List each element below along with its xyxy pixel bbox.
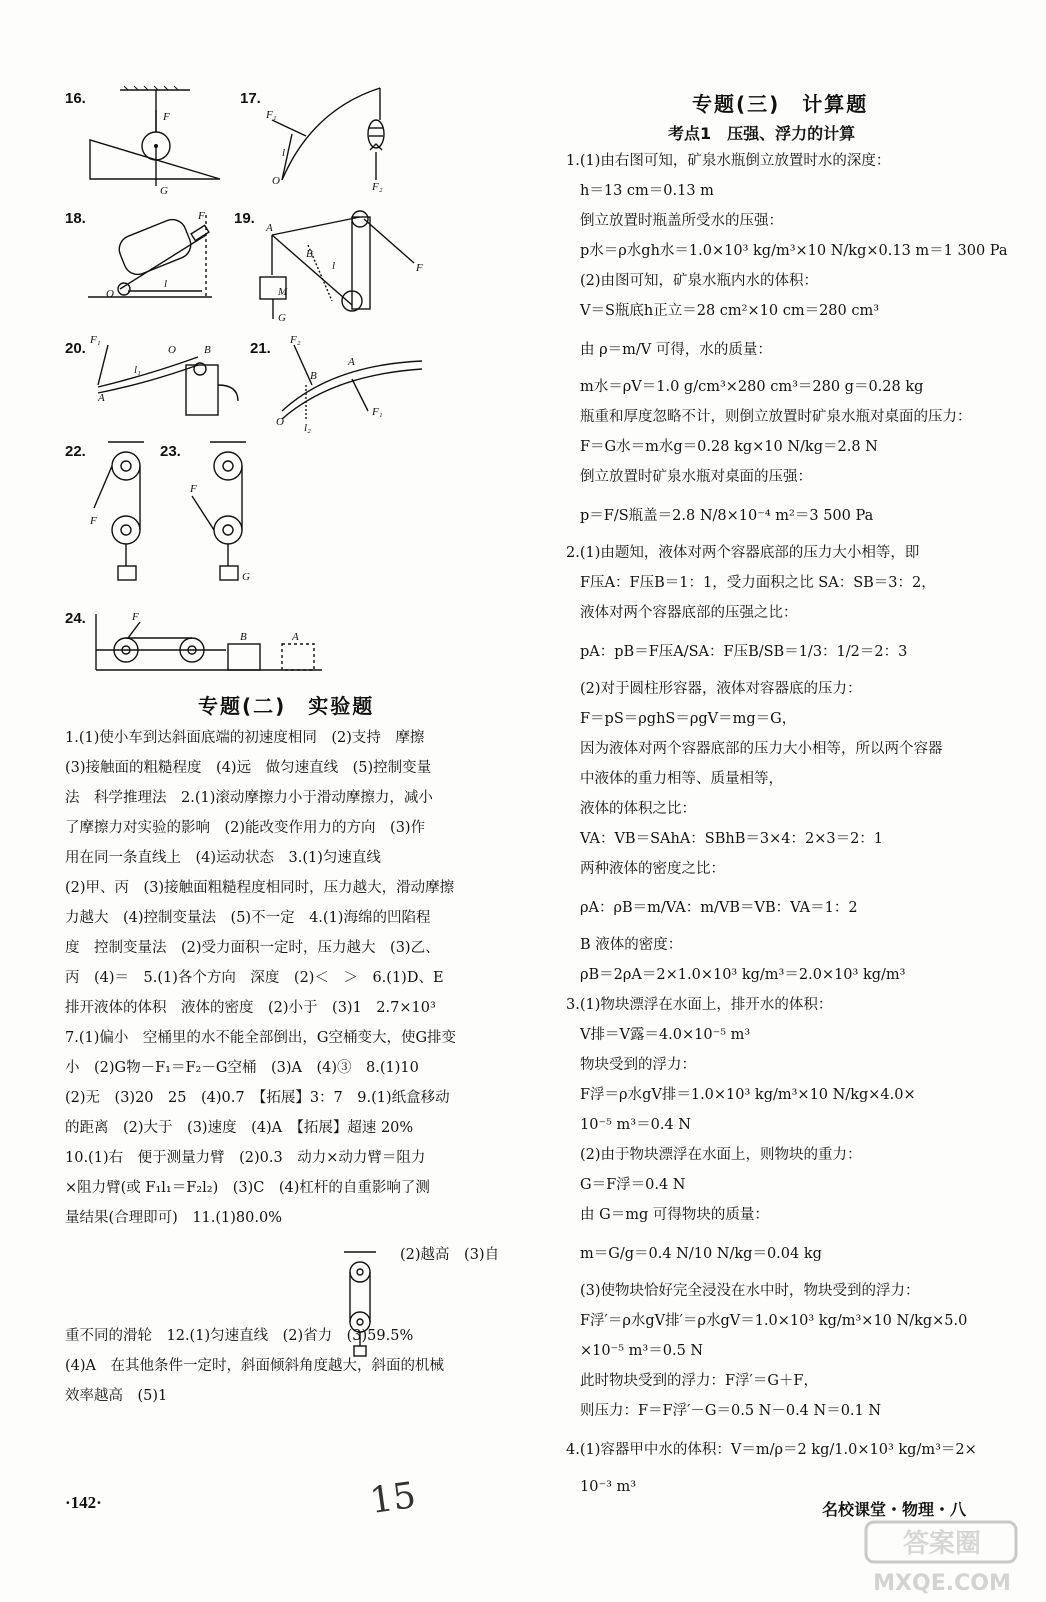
label-F: F	[90, 515, 97, 527]
label-A: A	[98, 392, 105, 404]
figure-17-fishing-rod	[262, 80, 412, 204]
s3-line: B 液体的密度：	[580, 937, 683, 953]
s3-line: (2)由于物块漂浮在水面上，则物块的重力：	[580, 1147, 862, 1163]
svg-text:答案圈: 答案圈	[902, 1529, 982, 1559]
section2-answers	[65, 723, 515, 1411]
s3-line: ×10⁻⁵ m³＝0.5 N	[580, 1343, 704, 1359]
s3-line: ρB＝2ρA＝2×1.0×10³ kg/m³＝2.0×10³ kg/m³	[580, 967, 906, 983]
s3-line: F＝G水＝m水g＝0.28 kg×10 N/kg＝2.8 N	[580, 439, 878, 455]
label-M: M	[278, 286, 288, 298]
s3-line: 2.(1)由题知，液体对两个容器底部的压力大小相等，即	[566, 545, 920, 561]
label-F: F	[198, 210, 205, 222]
s2-line: 力越大 (4)控制变量法 (5)不一定 4.(1)海绵的凹陷程	[65, 910, 431, 926]
s3-line: V＝S瓶底h正立＝28 cm²×10 cm＝280 cm³	[580, 303, 880, 319]
label-F1: F₁	[90, 334, 101, 346]
figure-16-incline-ball	[90, 86, 230, 200]
section3-subtitle: 考点1 压强、浮力的计算	[668, 124, 856, 143]
label-O: O	[106, 288, 114, 300]
label-G: G	[160, 185, 168, 197]
label-O: O	[168, 344, 176, 356]
s2-line: (2)无 (3)20 25 (4)0.7 【拓展】3：7 9.(1)纸盒移动	[65, 1090, 450, 1106]
figure-18-cart-lever	[88, 205, 218, 309]
s3-line: p＝F/S瓶盖＝2.8 N/8×10⁻⁴ m²＝3 500 Pa	[580, 508, 874, 524]
label-G: G	[242, 571, 250, 583]
figure-17-number: 17.	[240, 90, 261, 107]
figure-11-pulley	[340, 1248, 380, 1372]
section3-solutions	[566, 147, 1026, 1503]
figure-22-pulley	[88, 438, 158, 602]
s2-line: 法 科学推理法 2.(1)滚动摩擦力小于滑动摩擦力，减小	[65, 790, 433, 806]
s2-line: 量结果(合理即可) 11.(1)80.0%	[65, 1210, 282, 1226]
label-A: A	[266, 222, 273, 234]
s3-line: 3.(1)物块漂浮在水面上，排开水的体积：	[566, 997, 833, 1013]
s2-line: (3)接触面的粗糙程度 (4)远 做匀速直线 (5)控制变量	[65, 760, 432, 776]
label-l: l	[282, 147, 286, 159]
label-A: A	[292, 631, 299, 643]
s3-line: 由 G＝mg 可得物块的质量：	[580, 1207, 769, 1223]
label-l1: l₁	[134, 364, 141, 376]
s3-line: 1.(1)由右图可知，矿泉水瓶倒立放置时水的深度：	[566, 153, 891, 169]
s3-line: F压A：F压B＝1：1，受力面积之比 SA：SB＝3：2，	[580, 575, 936, 591]
s3-line: F浮′＝ρ水gV排′＝ρ水gV＝1.0×10³ kg/m³×10 N/kg×5.0	[580, 1313, 968, 1329]
s3-line: 两种液体的密度之比：	[580, 861, 725, 877]
s2-line: (2)甲、丙 (3)接触面粗糙程度相同时，压力越大，滑动摩擦	[65, 880, 455, 896]
s3-line: 倒立放置时瓶盖所受水的压强：	[580, 213, 783, 229]
s3-line: 10⁻³ m³	[580, 1479, 637, 1495]
s3-line: m水＝ρV＝1.0 g/cm³×280 cm³＝280 g＝0.28 kg	[580, 379, 924, 395]
s3-line: 此时物块受到的浮力：F浮′＝G＋F，	[580, 1373, 818, 1389]
s3-line: (2)对于圆柱形容器，液体对容器底的压力：	[580, 681, 862, 697]
section2-title: 专题(二) 实验题	[198, 694, 375, 718]
figure-21-lever	[272, 335, 432, 439]
s3-line: (2)由图可知，矿泉水瓶内水的体积：	[580, 273, 819, 289]
label-O: O	[272, 175, 280, 187]
label-F2: F₂	[372, 181, 383, 193]
s2-line: 重不同的滑轮 12.(1)匀速直线 (2)省力 (3)59.5%	[65, 1328, 414, 1344]
label-F1: F₁	[372, 406, 383, 418]
figure-23-number: 23.	[160, 443, 181, 460]
figure-20-number: 20.	[65, 340, 86, 357]
label-B: B	[240, 631, 247, 643]
label-l2: l₂	[304, 422, 311, 434]
s2-line: 效率越高 (5)1	[65, 1388, 168, 1404]
s2-line: 的距离 (2)大于 (3)速度 (4)A 【拓展】超速 20%	[65, 1120, 414, 1136]
s3-line: 因为液体对两个容器底部的压力大小相等，所以两个容器	[580, 741, 943, 757]
s2-line: (4)A 在其他条件一定时，斜面倾斜角度越大，斜面的机械	[65, 1358, 445, 1374]
label-F: F	[132, 611, 139, 623]
s3-line: F浮＝ρ水gV排＝1.0×10³ kg/m³×10 N/kg×4.0×	[580, 1087, 916, 1103]
section3-title: 专题(三) 计算题	[692, 92, 869, 116]
book-title-footer: 名校课堂・物理・八	[822, 1500, 967, 1519]
svg-text:MXQE.COM: MXQE.COM	[873, 1571, 1011, 1596]
label-l: l	[164, 278, 168, 290]
s3-line: h＝13 cm＝0.13 m	[580, 183, 714, 199]
figure-22-number: 22.	[65, 443, 86, 460]
s3-line: p水＝ρ水gh水＝1.0×10³ kg/m³×10 N/kg×0.13 m＝1 300 Pa	[580, 243, 1008, 259]
label-B: B	[204, 344, 211, 356]
handwritten-mark: 15	[367, 1475, 419, 1522]
s3-line: V排＝V露＝4.0×10⁻⁵ m³	[580, 1027, 751, 1043]
figure-19-number: 19.	[234, 210, 255, 227]
label-B: B	[310, 370, 317, 382]
s3-line: m＝G/g＝0.4 N/10 N/kg＝0.04 kg	[580, 1246, 822, 1262]
s3-line: 物块受到的浮力：	[580, 1057, 696, 1073]
label-F: F	[190, 483, 197, 495]
label-F: F	[416, 262, 423, 274]
s3-line: ρA：ρB＝m/VA：m/VB＝VB：VA＝1：2	[580, 900, 858, 916]
label-O: O	[276, 416, 284, 428]
s3-line: VA：VB＝SAhA：SBhB＝3×4：2×3＝2：1	[580, 831, 884, 847]
s2-line: 小 (2)G物－F₁＝F₂－G空桶 (3)A (4)③ 8.(1)10	[65, 1060, 419, 1076]
label-l: l	[332, 260, 336, 272]
watermark-logo	[860, 1518, 1040, 1602]
label-A: A	[348, 356, 355, 368]
s3-line: 中液体的重力相等、质量相等，	[580, 771, 783, 787]
s3-line: 液体对两个容器底部的压强之比：	[580, 605, 798, 621]
s3-line: 则压力：F＝F浮′－G＝0.5 N－0.4 N＝0.1 N	[580, 1403, 882, 1419]
s3-line: 4.(1)容器甲中水的体积：V＝m/ρ＝2 kg/1.0×10³ kg/m³＝2×	[566, 1442, 977, 1458]
s3-line: 液体的体积之比：	[580, 801, 696, 817]
label-F1: F₁	[266, 109, 277, 121]
figure-19-crane	[252, 205, 432, 329]
s2-line: 了摩擦力对实验的影响 (2)能改变作用力的方向 (3)作	[65, 820, 426, 836]
label-F2: F₂	[290, 334, 301, 346]
s2-line: 1.(1)使小车到达斜面底端的初速度相同 (2)支持 摩擦	[65, 730, 425, 746]
s3-line: 10⁻⁵ m³＝0.4 N	[580, 1117, 691, 1133]
s3-line: pA：pB＝F压A/SA：F压B/SB＝1/3：1/2＝2：3	[580, 644, 908, 660]
s2-line11-continuation: (2)越高 (3)自	[400, 1247, 500, 1263]
label-B: B	[306, 248, 313, 260]
label-F: F	[163, 111, 170, 123]
s2-line: 排开液体的体积 液体的密度 (2)小于 (3)1 2.7×10³	[65, 1000, 436, 1016]
figure-21-number: 21.	[250, 340, 271, 357]
s3-line: (3)使物块恰好完全浸没在水中时，物块受到的浮力：	[580, 1283, 920, 1299]
figure-20-water-pump	[88, 335, 248, 429]
s2-line: 10.(1)右 便于测量力臂 (2)0.3 动力×动力臂＝阻力	[65, 1150, 426, 1166]
figure-24-pulley-blocks	[92, 608, 332, 682]
s2-line: 用在同一条直线上 (4)运动状态 3.(1)匀速直线	[65, 850, 381, 866]
figure-18-number: 18.	[65, 210, 86, 227]
label-G: G	[278, 312, 286, 324]
s2-line: 7.(1)偏小 空桶里的水不能全部倒出，G空桶变大，使G排变	[65, 1030, 457, 1046]
s3-line: 倒立放置时矿泉水瓶对桌面的压强：	[580, 469, 812, 485]
s3-line: 瓶重和厚度忽略不计，则倒立放置时矿泉水瓶对桌面的压力：	[580, 409, 972, 425]
figure-16-number: 16.	[65, 90, 86, 107]
s2-line: 丙 (4)＝ 5.(1)各个方向 深度 (2)＜ ＞ 6.(1)D、E	[65, 970, 444, 986]
figure-23-pulley	[184, 438, 264, 602]
s3-line: 由 ρ＝m/V 可得，水的质量：	[580, 342, 772, 358]
s3-line: G＝F浮＝0.4 N	[580, 1177, 686, 1193]
figure-24-number: 24.	[65, 610, 86, 627]
s2-line: ×阻力臂(或 F₁l₁＝F₂l₂) (3)C (4)杠杆的自重影响了测	[65, 1180, 430, 1196]
s3-line: F＝pS＝ρghS＝ρgV＝mg＝G，	[580, 711, 797, 727]
page-number: ·142·	[65, 1493, 102, 1512]
s2-line: 度 控制变量法 (2)受力面积一定时，压力越大 (3)乙、	[65, 940, 440, 956]
